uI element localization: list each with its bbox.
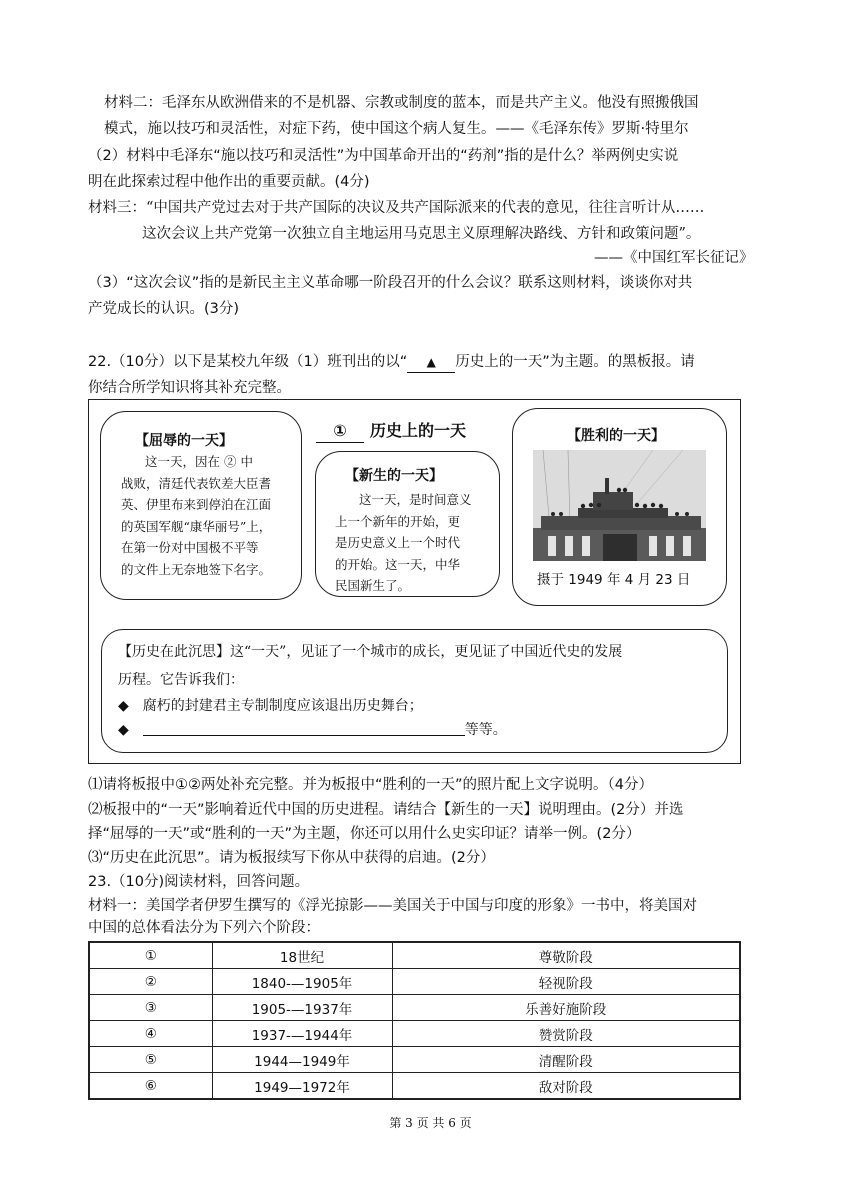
humiliation-line: 的英国军舰“康华丽号”上， bbox=[121, 518, 272, 534]
question-2-line1: （2）材料中毛泽东“施以技巧和灵活性”为中国革命开出的“药剂”指的是什么？举两例史实说 bbox=[88, 148, 679, 164]
humiliation-day-title: 【屈辱的一天】 bbox=[135, 433, 233, 449]
question-23-title: 23.（10分)阅读材料，回答问题。 bbox=[88, 874, 310, 890]
table-cell-no: ④ bbox=[89, 1021, 212, 1047]
table-row bbox=[89, 1021, 740, 1047]
reflection-bullet2 bbox=[118, 720, 507, 740]
table-cell-period: 1905-—1937年 bbox=[212, 995, 392, 1021]
material2-line1: 材料二：毛泽东从欧洲借来的不是机器、宗教或制度的蓝本，而是共产主义。他没有照搬俄国 bbox=[104, 95, 699, 111]
question-22-sub1: ⑴请将板报中①②两处补充完整。并为板报中“胜利的一天”的照片配上文字说明。（4分） bbox=[88, 777, 653, 793]
reflection-bullet1 bbox=[118, 696, 423, 716]
page-footer: 第 3 页 共 6 页 bbox=[389, 1116, 472, 1130]
table-row bbox=[89, 1047, 740, 1073]
table-row bbox=[89, 969, 740, 995]
table-cell-period: 1840-—1905年 bbox=[212, 969, 392, 995]
newborn-line: 的开始。这一天，中华 bbox=[335, 556, 461, 572]
table-cell-stage: 赞赏阶段 bbox=[392, 1021, 740, 1047]
victory-photo bbox=[533, 450, 706, 561]
question-22-blank: ▲ bbox=[407, 352, 455, 373]
humiliation-line: 英、伊里布来到停泊在江面 bbox=[121, 497, 272, 512]
material3-line1: 材料三：“中国共产党过去对于共产国际的决议及共产国际派来的代表的意见，往往言听计从…… bbox=[88, 200, 705, 216]
table-cell-stage: 清醒阶段 bbox=[392, 1047, 740, 1073]
table-cell-no: ③ bbox=[89, 995, 212, 1021]
us-view-stages-table bbox=[88, 941, 741, 1100]
humiliation-line: 的文件上无奈地签下名字。 bbox=[121, 561, 272, 577]
question-3-line2: 产党成长的认识。(3分) bbox=[88, 301, 240, 317]
question-22-sub2b: 择“屈辱的一天”或“胜利的一天”为主题，你还可以用什么史实印证？请举一例。(2分） bbox=[88, 826, 641, 842]
question-22-text-b: 历史上的一天”为主题。的黑板报。请 bbox=[455, 354, 695, 370]
humiliation-line: 这一天，因在 ② 中 bbox=[145, 454, 253, 469]
reflection-answer-blank[interactable] bbox=[143, 721, 465, 736]
humiliation-day-text bbox=[121, 451, 291, 580]
reflection-line2: 历程。它告诉我们： bbox=[118, 672, 244, 688]
table-cell-period: 18世纪 bbox=[212, 942, 392, 969]
question-22-sub2a: ⑵板报中的“一天”影响着近代中国的历史进程。请结合【新生的一天】说明理由。(2分）并选 bbox=[88, 802, 684, 818]
humiliation-line: 在第一份对中国极不平等 bbox=[121, 540, 259, 555]
table-cell-stage: 轻视阶段 bbox=[392, 969, 740, 995]
question-3-line1: （3）“这次会议”指的是新民主主义革命哪一阶段召开的什么会议？联系这则材料，谈谈你对共 bbox=[88, 275, 693, 291]
newborn-line: 这一天，是时间意义 bbox=[359, 492, 472, 507]
table-cell-period: 1937-—1944年 bbox=[212, 1021, 392, 1047]
question-23-material1-line2: 中国的总体看法分为下列六个阶段： bbox=[88, 920, 320, 936]
question-23-material1-line1: 材料一：美国学者伊罗生撰写的《浮光掠影——美国关于中国与印度的形象》一书中，将美国对 bbox=[88, 898, 697, 914]
board-title bbox=[316, 420, 466, 443]
question-2-line2: 明在此探索过程中他作出的重要贡献。(4分) bbox=[88, 174, 370, 190]
newborn-line: 上一个新年的开始，更 bbox=[335, 513, 461, 529]
material3-source: ——《中国红军长征记》 bbox=[594, 250, 754, 266]
question-22-text-a: 22.（10分）以下是某校九年级（1）班刊出的以“ bbox=[88, 354, 408, 370]
table-row bbox=[89, 995, 740, 1021]
question-22-sub3: ⑶“历史在此沉思”。请为板报续写下你从中获得的启迪。(2分） bbox=[88, 850, 495, 866]
victory-photo-caption: 摄于 1949 年 4 月 23 日 bbox=[537, 572, 691, 588]
reflection-bullet1-text: 腐朽的封建君主专制制度应该退出历史舞台； bbox=[142, 698, 423, 714]
bullet-diamond-icon: ◆ bbox=[118, 698, 129, 714]
question-22-line2: 你结合所学知识将其补充完整。 bbox=[88, 380, 291, 396]
reflection-line1: 【历史在此沉思】这“一天”，见证了一个城市的成长，更见证了中国近代史的发展 bbox=[118, 644, 623, 660]
newborn-line: 是历史意义上一个时代 bbox=[335, 535, 461, 550]
reflection-bullet2-tail: 等等。 bbox=[464, 722, 507, 738]
table-cell-no: ⑥ bbox=[89, 1073, 212, 1100]
table-cell-period: 1949—1972年 bbox=[212, 1073, 392, 1100]
material3-line2: 这次会议上共产党第一次独立自主地运用马克思主义原理解决路线、方针和政策问题”。 bbox=[142, 226, 701, 242]
bullet-diamond-icon: ◆ bbox=[118, 722, 129, 738]
table-cell-stage: 乐善好施阶段 bbox=[392, 995, 740, 1021]
table-cell-no: ⑤ bbox=[89, 1047, 212, 1073]
table-cell-period: 1944—1949年 bbox=[212, 1047, 392, 1073]
newborn-day-title: 【新生的一天】 bbox=[345, 468, 443, 484]
question-22-line1 bbox=[88, 352, 695, 373]
material2-line2: 模式，施以技巧和灵活性，对症下药，使中国这个病人复生。——《毛泽东传》罗斯·特里尔 bbox=[104, 121, 689, 137]
table-cell-stage: 尊敬阶段 bbox=[392, 942, 740, 969]
board-title-blank: ① bbox=[316, 420, 364, 443]
presidential-palace-photo-icon bbox=[533, 450, 706, 561]
table-row bbox=[89, 1073, 740, 1100]
table-cell-no: ① bbox=[89, 942, 212, 969]
newborn-day-text bbox=[335, 489, 495, 597]
victory-day-title: 【胜利的一天】 bbox=[567, 428, 665, 444]
newborn-line: 民国新生了。 bbox=[335, 578, 411, 593]
table-cell-no: ② bbox=[89, 969, 212, 995]
board-title-text: 历史上的一天 bbox=[370, 421, 467, 440]
table-cell-stage: 敌对阶段 bbox=[392, 1073, 740, 1100]
table-row bbox=[89, 942, 740, 969]
humiliation-line: 战败，清廷代表钦差大臣耆 bbox=[121, 475, 272, 491]
